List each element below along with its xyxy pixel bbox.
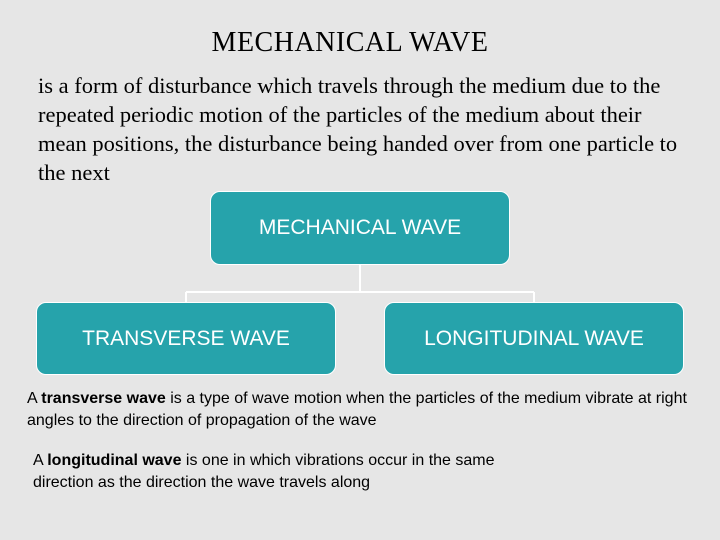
transverse-definition [27,388,707,432]
note-text: is a type of wave motion when the particles of the medium vibrate at right angles to the direction of propagation of the wave [27,390,687,429]
definition-text: is a form of disturbance which travels through the medium due to the repeated periodic motion of the particles of the medium about their mean positions, the disturbance being handed over from one particle to the next [38,73,678,185]
diagram-node-transverse-wave [36,302,336,375]
diagram-node-label: LONGITUDINAL WAVE [424,326,644,350]
diagram-node-mechanical-wave [210,191,510,265]
note-term: longitudinal wave [47,452,182,469]
diagram-node-label: MECHANICAL WAVE [258,216,462,239]
note-prefix: A [27,390,42,407]
diagram-node-label: TRANSVERSE WAVE [82,326,290,350]
note-term: transverse wave [41,390,166,407]
page-title: MECHANICAL WAVE [211,27,489,58]
note-text: is one in which vibrations occur in the same direction as the direction the wave travels along [33,452,495,491]
note-prefix: A [33,452,48,469]
longitudinal-definition [33,450,553,494]
diagram-node-longitudinal-wave [384,302,684,375]
